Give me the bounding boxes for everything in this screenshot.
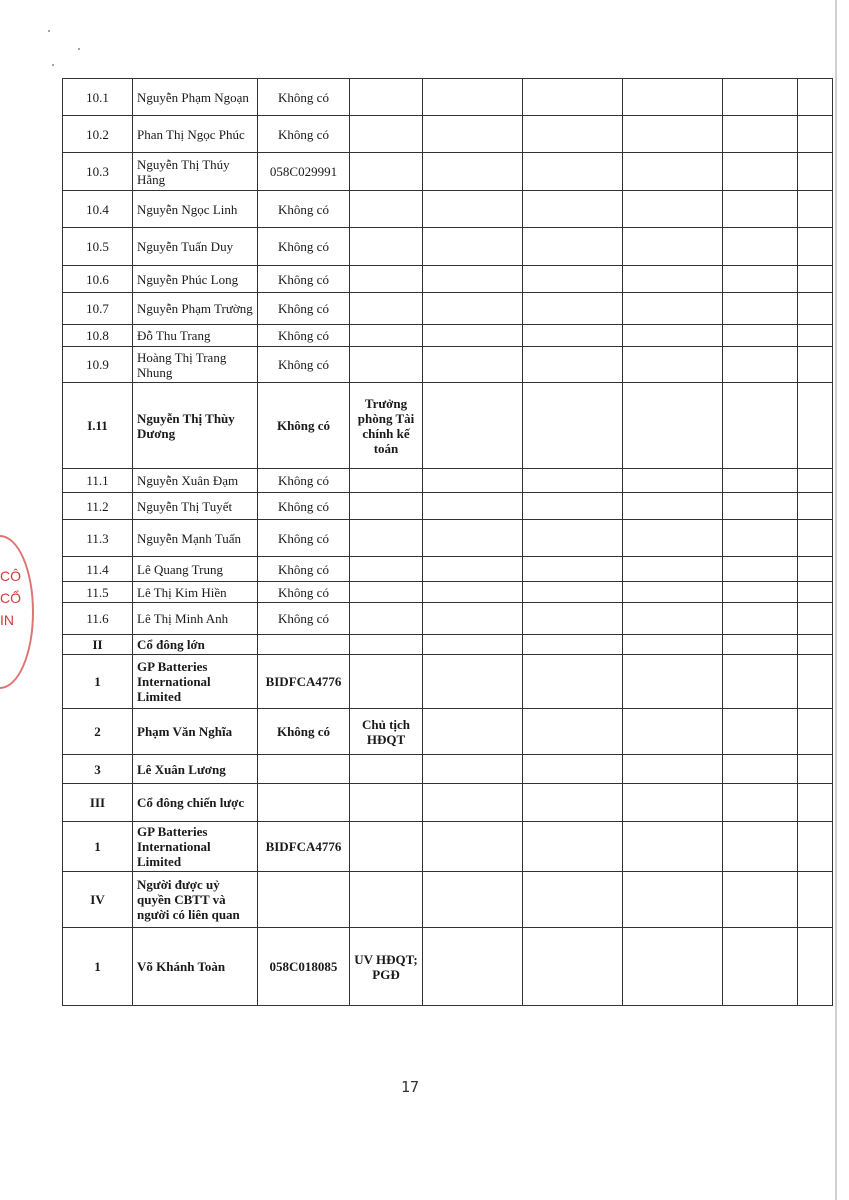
empty-cell [523,822,623,872]
id-number-cell: 058C029991 [258,153,350,191]
empty-cell [723,655,798,709]
position-cell: Chủ tịch HĐQT [350,709,423,755]
empty-cell [798,347,833,383]
empty-cell [798,755,833,784]
empty-cell [523,266,623,293]
position-cell [350,755,423,784]
position-cell [350,116,423,153]
row-number-cell: 10.5 [63,228,133,266]
empty-cell [423,655,523,709]
empty-cell [523,582,623,603]
empty-cell [523,493,623,520]
related-persons-table [62,78,833,1006]
id-number-cell: Không có [258,520,350,557]
name-cell: GP Batteries International Limited [133,822,258,872]
id-number-cell: Không có [258,347,350,383]
id-number-cell [258,755,350,784]
table-row [63,557,833,582]
empty-cell [798,469,833,493]
row-number-cell: 10.6 [63,266,133,293]
empty-cell [623,557,723,582]
empty-cell [723,493,798,520]
id-number-cell: Không có [258,79,350,116]
empty-cell [798,228,833,266]
name-cell: Nguyễn Phạm Ngoạn [133,79,258,116]
empty-cell [723,153,798,191]
position-cell [350,520,423,557]
empty-cell [523,557,623,582]
name-cell: Người được uỷ quyền CBTT và người có liên quan [133,872,258,928]
empty-cell [623,655,723,709]
empty-cell [523,784,623,822]
name-cell: Nguyễn Thị Thúy Hằng [133,153,258,191]
name-cell: Nguyễn Phạm Trường [133,293,258,325]
position-cell [350,784,423,822]
empty-cell [723,709,798,755]
name-cell: Đỗ Thu Trang [133,325,258,347]
table-row [63,266,833,293]
empty-cell [723,191,798,228]
id-number-cell: Không có [258,293,350,325]
table-row [63,153,833,191]
position-cell [350,557,423,582]
position-cell [350,153,423,191]
empty-cell [623,116,723,153]
id-number-cell: BIDFCA4776 [258,822,350,872]
row-number-cell: 2 [63,709,133,755]
position-cell [350,635,423,655]
empty-cell [423,872,523,928]
name-cell: Nguyễn Mạnh Tuấn [133,520,258,557]
row-number-cell: 10.4 [63,191,133,228]
table-row [63,383,833,469]
empty-cell [423,383,523,469]
stamp-text-line: CỔ [0,590,21,606]
position-cell [350,266,423,293]
table-row [63,347,833,383]
id-number-cell: Không có [258,582,350,603]
empty-cell [623,347,723,383]
empty-cell [798,383,833,469]
red-seal-stamp [0,535,30,685]
empty-cell [423,520,523,557]
empty-cell [423,79,523,116]
empty-cell [423,493,523,520]
empty-cell [798,784,833,822]
row-number-cell: 11.4 [63,557,133,582]
position-cell [350,347,423,383]
empty-cell [423,293,523,325]
position-cell [350,603,423,635]
empty-cell [798,928,833,1006]
empty-cell [723,928,798,1006]
id-number-cell: Không có [258,325,350,347]
table-row [63,293,833,325]
page-number: 17 [400,1078,420,1096]
empty-cell [423,603,523,635]
empty-cell [798,709,833,755]
empty-cell [798,582,833,603]
row-number-cell: 10.1 [63,79,133,116]
empty-cell [623,191,723,228]
table-row [63,520,833,557]
empty-cell [723,557,798,582]
empty-cell [798,493,833,520]
empty-cell [623,520,723,557]
empty-cell [623,709,723,755]
empty-cell [798,153,833,191]
empty-cell [798,116,833,153]
name-cell: Nguyễn Thị Tuyết [133,493,258,520]
empty-cell [423,116,523,153]
empty-cell [423,709,523,755]
empty-cell [423,635,523,655]
empty-cell [723,520,798,557]
position-cell [350,469,423,493]
id-number-cell [258,784,350,822]
empty-cell [423,784,523,822]
empty-cell [423,928,523,1006]
empty-cell [798,293,833,325]
empty-cell [623,79,723,116]
id-number-cell [258,872,350,928]
empty-cell [723,635,798,655]
empty-cell [623,822,723,872]
empty-cell [723,266,798,293]
row-number-cell: 11.1 [63,469,133,493]
row-number-cell: II [63,635,133,655]
table-row [63,493,833,520]
empty-cell [623,153,723,191]
row-number-cell: 11.3 [63,520,133,557]
name-cell: Cổ đông lớn [133,635,258,655]
row-number-cell: 10.7 [63,293,133,325]
name-cell: Nguyễn Tuấn Duy [133,228,258,266]
row-number-cell: III [63,784,133,822]
empty-cell [423,582,523,603]
empty-cell [723,347,798,383]
position-cell [350,325,423,347]
row-number-cell: 11.5 [63,582,133,603]
empty-cell [798,79,833,116]
empty-cell [623,325,723,347]
table-row [63,655,833,709]
empty-cell [423,347,523,383]
empty-cell [523,347,623,383]
empty-cell [798,822,833,872]
row-number-cell: I.11 [63,383,133,469]
row-number-cell: 1 [63,822,133,872]
id-number-cell [258,635,350,655]
empty-cell [423,822,523,872]
position-cell: Trưởng phòng Tài chính kế toán [350,383,423,469]
table-row [63,228,833,266]
empty-cell [523,469,623,493]
row-number-cell: 3 [63,755,133,784]
empty-cell [623,784,723,822]
table-row [63,822,833,872]
scan-speck [78,48,80,50]
empty-cell [798,557,833,582]
empty-cell [623,755,723,784]
empty-cell [423,266,523,293]
empty-cell [423,325,523,347]
position-cell [350,493,423,520]
name-cell: Nguyễn Phúc Long [133,266,258,293]
empty-cell [423,191,523,228]
name-cell: Cổ đông chiến lược [133,784,258,822]
id-number-cell: BIDFCA4776 [258,655,350,709]
position-cell [350,872,423,928]
stamp-text-line: IN [0,612,14,628]
empty-cell [523,228,623,266]
position-cell [350,191,423,228]
id-number-cell: 058C018085 [258,928,350,1006]
row-number-cell: 1 [63,655,133,709]
empty-cell [423,153,523,191]
empty-cell [423,228,523,266]
id-number-cell: Không có [258,709,350,755]
empty-cell [423,755,523,784]
empty-cell [798,191,833,228]
row-number-cell: 10.9 [63,347,133,383]
page-edge-shadow [835,0,837,1200]
empty-cell [623,493,723,520]
table-body [63,79,833,1006]
empty-cell [423,469,523,493]
empty-cell [798,603,833,635]
empty-cell [623,228,723,266]
empty-cell [723,325,798,347]
empty-cell [523,928,623,1006]
name-cell: Phạm Văn Nghĩa [133,709,258,755]
empty-cell [723,872,798,928]
name-cell: Lê Thị Minh Anh [133,603,258,635]
empty-cell [798,655,833,709]
empty-cell [523,79,623,116]
empty-cell [523,325,623,347]
table-row [63,709,833,755]
name-cell: GP Batteries International Limited [133,655,258,709]
id-number-cell: Không có [258,383,350,469]
id-number-cell: Không có [258,557,350,582]
table-row [63,79,833,116]
empty-cell [723,603,798,635]
table-row [63,582,833,603]
name-cell: Nguyễn Xuân Đạm [133,469,258,493]
name-cell: Lê Thị Kim Hiền [133,582,258,603]
empty-cell [723,228,798,266]
empty-cell [523,603,623,635]
empty-cell [523,709,623,755]
table-row [63,116,833,153]
row-number-cell: 1 [63,928,133,1006]
table-row [63,928,833,1006]
table-row [63,469,833,493]
table-row [63,784,833,822]
position-cell [350,228,423,266]
table-row [63,603,833,635]
empty-cell [723,469,798,493]
empty-cell [523,116,623,153]
stamp-text-line: CÔ [0,568,21,584]
empty-cell [523,755,623,784]
row-number-cell: 11.2 [63,493,133,520]
id-number-cell: Không có [258,493,350,520]
empty-cell [798,635,833,655]
id-number-cell: Không có [258,603,350,635]
name-cell: Nguyễn Thị Thùy Dương [133,383,258,469]
empty-cell [523,655,623,709]
empty-cell [623,469,723,493]
empty-cell [798,520,833,557]
empty-cell [523,872,623,928]
empty-cell [523,520,623,557]
row-number-cell: 10.3 [63,153,133,191]
name-cell: Võ Khánh Toàn [133,928,258,1006]
empty-cell [723,755,798,784]
empty-cell [723,784,798,822]
name-cell: Phan Thị Ngọc Phúc [133,116,258,153]
position-cell [350,582,423,603]
position-cell [350,655,423,709]
table-row [63,325,833,347]
table-row [63,635,833,655]
scan-speck [52,64,54,66]
empty-cell [623,928,723,1006]
empty-cell [423,557,523,582]
name-cell: Lê Quang Trung [133,557,258,582]
empty-cell [798,266,833,293]
position-cell [350,79,423,116]
row-number-cell: 10.8 [63,325,133,347]
row-number-cell: IV [63,872,133,928]
empty-cell [523,293,623,325]
position-cell [350,822,423,872]
id-number-cell: Không có [258,266,350,293]
empty-cell [623,582,723,603]
row-number-cell: 11.6 [63,603,133,635]
stamp-ring [0,535,34,689]
empty-cell [798,325,833,347]
empty-cell [623,603,723,635]
empty-cell [523,635,623,655]
name-cell: Hoàng Thị Trang Nhung [133,347,258,383]
empty-cell [723,383,798,469]
empty-cell [623,383,723,469]
row-number-cell: 10.2 [63,116,133,153]
related-persons-table-container [62,78,832,1006]
empty-cell [723,116,798,153]
scan-speck [48,30,50,32]
id-number-cell: Không có [258,469,350,493]
empty-cell [798,872,833,928]
empty-cell [523,191,623,228]
empty-cell [723,293,798,325]
empty-cell [723,822,798,872]
empty-cell [523,153,623,191]
empty-cell [723,79,798,116]
id-number-cell: Không có [258,228,350,266]
id-number-cell: Không có [258,116,350,153]
empty-cell [623,635,723,655]
name-cell: Lê Xuân Lương [133,755,258,784]
empty-cell [623,872,723,928]
table-row [63,872,833,928]
position-cell [350,293,423,325]
id-number-cell: Không có [258,191,350,228]
name-cell: Nguyễn Ngọc Linh [133,191,258,228]
empty-cell [723,582,798,603]
position-cell: UV HĐQT; PGĐ [350,928,423,1006]
empty-cell [623,266,723,293]
table-row [63,755,833,784]
empty-cell [623,293,723,325]
empty-cell [523,383,623,469]
table-row [63,191,833,228]
